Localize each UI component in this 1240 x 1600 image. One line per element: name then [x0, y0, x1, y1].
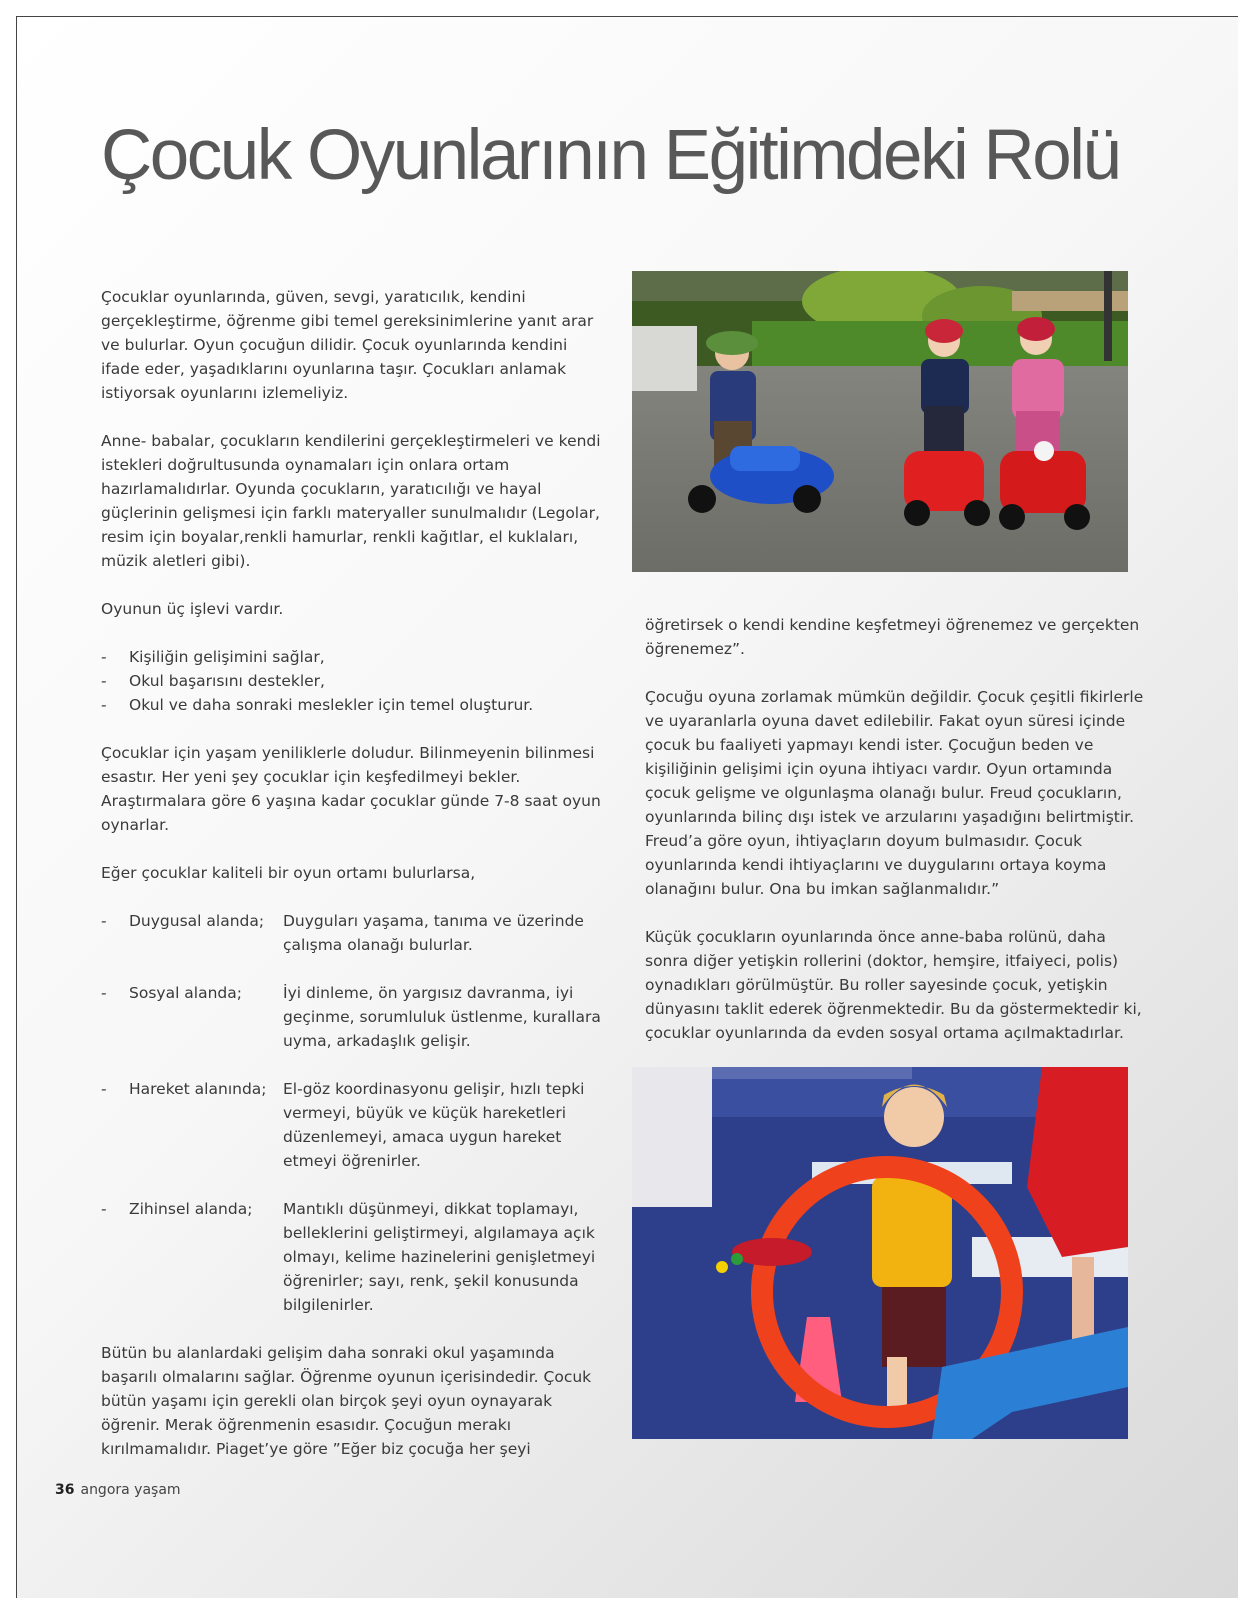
dash-marker: -: [101, 984, 107, 1002]
area-description: Duyguları yaşama, tanıma ve üzerinde çalışma olanağı bulurlar.: [283, 912, 584, 954]
left-column: [101, 285, 601, 1485]
dash-marker: -: [101, 648, 107, 666]
paragraph: Küçük çocukların oyunlarında önce anne-baba rolünü, daha sonra diğer yetişkin rollerini (doktor, hemşire, itfaiyeci, polis) oynadıkları görülmüştür. Bu roller sayesinde çocuk, yetişkin dünyasını taklit ederek öğrenmektedir. Bu da göstermektedir ki, çocuklar oyunlarında da evden sosyal ortama açılmaktadırlar.: [645, 928, 1142, 1042]
article-title: Çocuk Oyunlarının Eğitimdeki Rolü: [101, 116, 1120, 195]
right-column: [645, 613, 1145, 1069]
functions-list: [101, 645, 601, 717]
area-label: Hareket alanında;: [129, 1080, 267, 1098]
development-area: [101, 1077, 601, 1173]
dash-marker: -: [101, 672, 107, 690]
paragraph: Bütün bu alanlardaki gelişim daha sonraki okul yaşamında başarılı olmalarını sağlar. Öğrenme oyunun içerisindedir. Çocuk bütün yaşamı için gerekli olan birçok şeyi oyun oynayarak öğrenir. Merak öğrenmenin esasıdır. Çocuğun merakı kırılmamalıdır. Piaget’ye göre ”Eğer biz çocuğa her şeyi: [101, 1344, 592, 1458]
page-number: 36: [55, 1482, 75, 1498]
area-description: İyi dinleme, ön yargısız davranma, iyi geçinme, sorumluluk üstlenme, kurallara uyma, arkadaşlık gelişir.: [283, 984, 601, 1050]
list-item: [101, 669, 601, 693]
dash-marker: -: [101, 1080, 107, 1098]
area-description: El-göz koordinasyonu gelişir, hızlı tepki vermeyi, büyük ve küçük hareketleri düzenlemeyi, amaca uygun hareket etmeyi öğrenirler.: [283, 1080, 585, 1170]
photo-child-with-ring: [632, 1067, 1128, 1439]
paragraph: Çocuklar için yaşam yeniliklerle doludur. Bilinmeyenin bilinmesi esastır. Her yeni şey çocuklar için keşfedilmeyi bekler. Araştırmalara göre 6 yaşına kadar çocuklar günde 7-8 saat oyun oynarlar.: [101, 744, 601, 834]
magazine-page: [16, 16, 1238, 1598]
development-area: [101, 981, 601, 1053]
magazine-name: angora yaşam: [80, 1482, 181, 1498]
area-description: Mantıklı düşünmeyi, dikkat toplamayı, belleklerini geliştirmeyi, algılamaya açık olmayı, kelime hazinelerini genişletmeyi öğrenirler; sayı, renk, şekil konusunda bilgilenirler.: [283, 1200, 596, 1314]
list-item-text: Okul ve daha sonraki meslekler için temel oluşturur.: [129, 696, 534, 714]
list-item-text: Okul başarısını destekler,: [129, 672, 325, 690]
area-label: Duygusal alanda;: [129, 912, 265, 930]
paragraph: Çocuklar oyunlarında, güven, sevgi, yaratıcılık, kendini gerçekleştirme, öğrenme gibi temel gereksinimlerine yanıt arar ve bulurlar. Oyun çocuğun dilidir. Çocuk oyunlarında kendini ifade eder, yaşadıklarını oyunlarına taşır. Çocukları anlamak istiyorsak oyunlarını izlemeliyiz.: [101, 288, 594, 402]
development-area: [101, 909, 601, 957]
dash-marker: -: [101, 696, 107, 714]
area-label: Sosyal alanda;: [129, 984, 242, 1002]
list-item: [101, 693, 601, 717]
photo-children-ride-on-cars: [632, 271, 1128, 572]
paragraph: Oyunun üç işlevi vardır.: [101, 600, 284, 618]
list-item: [101, 645, 601, 669]
development-area: [101, 1197, 601, 1317]
paragraph: Çocuğu oyuna zorlamak mümkün değildir. Çocuk çeşitli fikirlerle ve uyaranlarla oyuna davet edilebilir. Fakat oyun süresi içinde çocuk bu faaliyeti yapmayı kendi ister. Çocuğun beden ve kişiliğinin gelişimi için oyuna ihtiyacı vardır. Oyun ortamında çocuk gelişme ve olgunlaşma olanağı bulur. Freud çocukların, oyunlarında bilinç dışı istek ve arzularını yaşadığını belirtmiştir. Freud’a göre oyun, ihtiyaçların doyum bulmasıdır. Çocuk oyunlarında kendi ihtiyaçlarını ve duygularını ortaya koyma olanağını bulur. Ona bu imkan sağlanmalıdır.”: [645, 688, 1144, 898]
paragraph: öğretirsek o kendi kendine keşfetmeyi öğrenemez ve gerçekten öğrenemez”.: [645, 616, 1140, 658]
paragraph: Anne- babalar, çocukların kendilerini gerçekleştirmeleri ve kendi istekleri doğrultusunda oynamaları için onlara ortam hazırlamalıdırlar. Oyunda çocukların, yaratıcılığı ve hayal güçlerinin gelişmesi için farklı materyaller sunulmalıdır (Legolar, resim için boyalar,renkli hamurlar, renkli kağıtlar, el kuklaları, müzik aletleri gibi).: [101, 432, 601, 570]
dash-marker: -: [101, 912, 107, 930]
page-footer: [55, 1482, 181, 1498]
area-label: Zihinsel alanda;: [129, 1200, 253, 1218]
list-item-text: Kişiliğin gelişimini sağlar,: [129, 648, 325, 666]
dash-marker: -: [101, 1200, 107, 1218]
paragraph: Eğer çocuklar kaliteli bir oyun ortamı bulurlarsa,: [101, 864, 476, 882]
